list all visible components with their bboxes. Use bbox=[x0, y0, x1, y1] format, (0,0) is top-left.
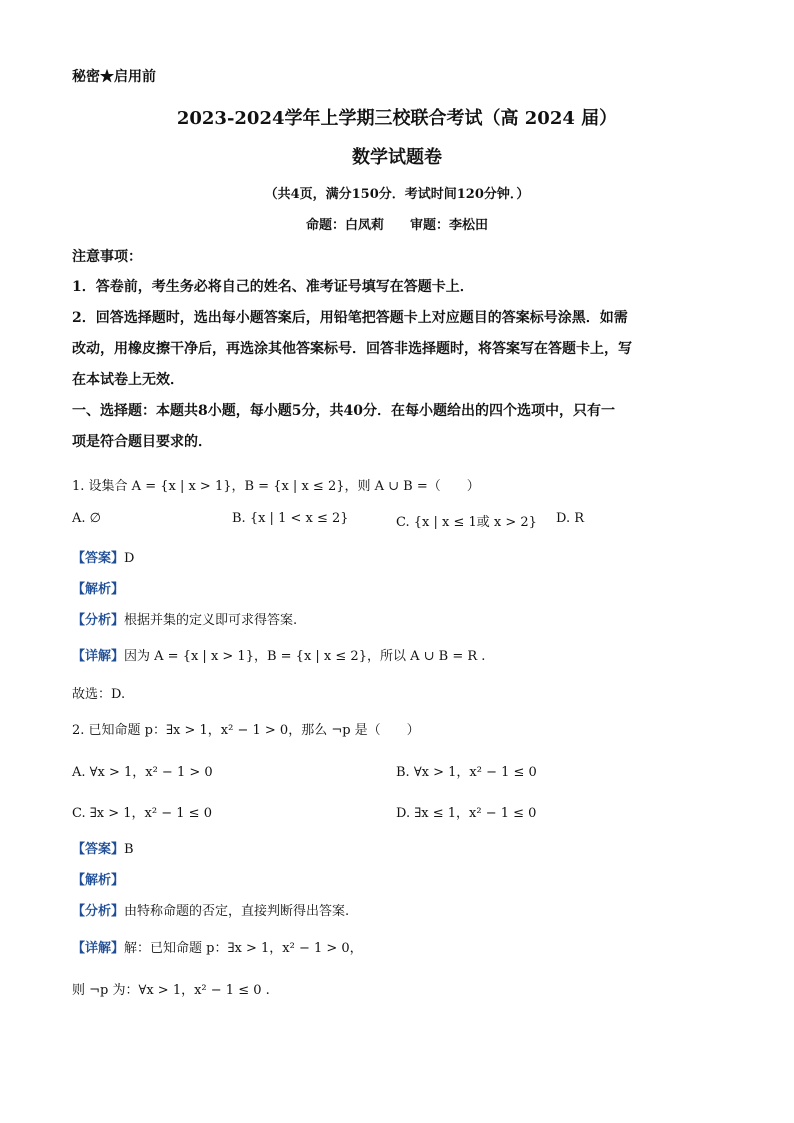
question-2-fenxi bbox=[72, 900, 349, 919]
answer-tag: 【答案】 bbox=[72, 842, 125, 857]
section-heading-line-2: 项是符合题目要求的． bbox=[72, 434, 212, 450]
xiangjie-text: 解：已知命题 p：∃x > 1，x² − 1 > 0， bbox=[124, 941, 363, 956]
question-1-fenxi bbox=[72, 609, 297, 628]
question-1-stem: 1. 设集合 A = {x | x > 1}，B = {x | x ≤ 2}，则 A ∪ B =（ ） bbox=[72, 479, 480, 494]
exam-subtitle: 数学试题卷 bbox=[352, 147, 442, 168]
answer-value: D bbox=[124, 551, 135, 566]
answer-tag: 【答案】 bbox=[72, 551, 125, 566]
fenxi-text: 由特称命题的否定，直接判断得出答案. bbox=[124, 904, 350, 919]
question-2-stem: 2. 已知命题 p：∃x > 1，x² − 1 > 0，那么 ¬p 是（ ） bbox=[72, 723, 420, 738]
fenxi-tag: 【分析】 bbox=[72, 904, 125, 919]
notes-heading: 注意事项： bbox=[72, 249, 142, 265]
question-2-answer bbox=[72, 838, 134, 857]
fenxi-text: 根据并集的定义即可求得答案. bbox=[124, 613, 298, 628]
xiangjie-text: 因为 A = {x | x > 1}，B = {x | x ≤ 2}，所以 A ∪ B = R . bbox=[124, 649, 486, 664]
xiangjie-tag: 【详解】 bbox=[72, 649, 125, 664]
question-1-option-d: D. R bbox=[556, 511, 585, 526]
xiangjie-tag: 【详解】 bbox=[72, 941, 125, 956]
question-2-conclusion: 则 ¬p 为：∀x > 1，x² − 1 ≤ 0 . bbox=[72, 983, 270, 998]
question-1-jiexi: 【解析】 bbox=[72, 582, 125, 597]
question-1-option-c: C. {x | x ≤ 1或 x > 2} bbox=[396, 515, 537, 530]
question-2-xiangjie bbox=[72, 937, 363, 956]
question-2-option-d: D. ∃x ≤ 1，x² − 1 ≤ 0 bbox=[396, 806, 537, 821]
question-2-option-b: B. ∀x > 1，x² − 1 ≤ 0 bbox=[396, 765, 537, 780]
question-2-option-c: C. ∃x > 1，x² − 1 ≤ 0 bbox=[72, 806, 212, 821]
question-1-option-a: A. ∅ bbox=[72, 511, 101, 526]
question-1-xiangjie bbox=[72, 645, 485, 664]
notes-item-2-line-1: 2．回答选择题时，选出每小题答案后，用铅笔把答题卡上对应题目的答案标号涂黑．如需 bbox=[72, 310, 628, 326]
fenxi-tag: 【分析】 bbox=[72, 613, 125, 628]
notes-item-2-line-2: 改动，用橡皮擦干净后，再选涂其他答案标号．回答非选择题时，将答案写在答题卡上，写 bbox=[72, 341, 632, 357]
header-secret: 秘密★启用前 bbox=[72, 69, 156, 85]
section-heading-line-1: 一、选择题：本题共8小题，每小题5分，共40分．在每小题给出的四个选项中，只有一 bbox=[72, 403, 615, 419]
exam-authors: 命题：白凤莉 审题：李松田 bbox=[305, 218, 488, 233]
exam-title: 2023-2024学年上学期三校联合考试（高 2024 届） bbox=[176, 108, 618, 129]
question-1-answer bbox=[72, 547, 134, 566]
notes-item-1: 1．答卷前，考生务必将自己的姓名、准考证号填写在答题卡上． bbox=[72, 279, 474, 295]
exam-info: （共4页，满分150分．考试时间120分钟．） bbox=[264, 187, 530, 202]
question-2-option-a: A. ∀x > 1，x² − 1 > 0 bbox=[72, 765, 213, 780]
notes-item-2-line-3: 在本试卷上无效． bbox=[72, 372, 184, 388]
question-2-jiexi: 【解析】 bbox=[72, 873, 125, 888]
answer-value: B bbox=[124, 842, 134, 857]
question-1-conclusion: 故选：D. bbox=[72, 687, 126, 702]
question-1-option-b: B. {x | 1 < x ≤ 2} bbox=[232, 511, 349, 526]
